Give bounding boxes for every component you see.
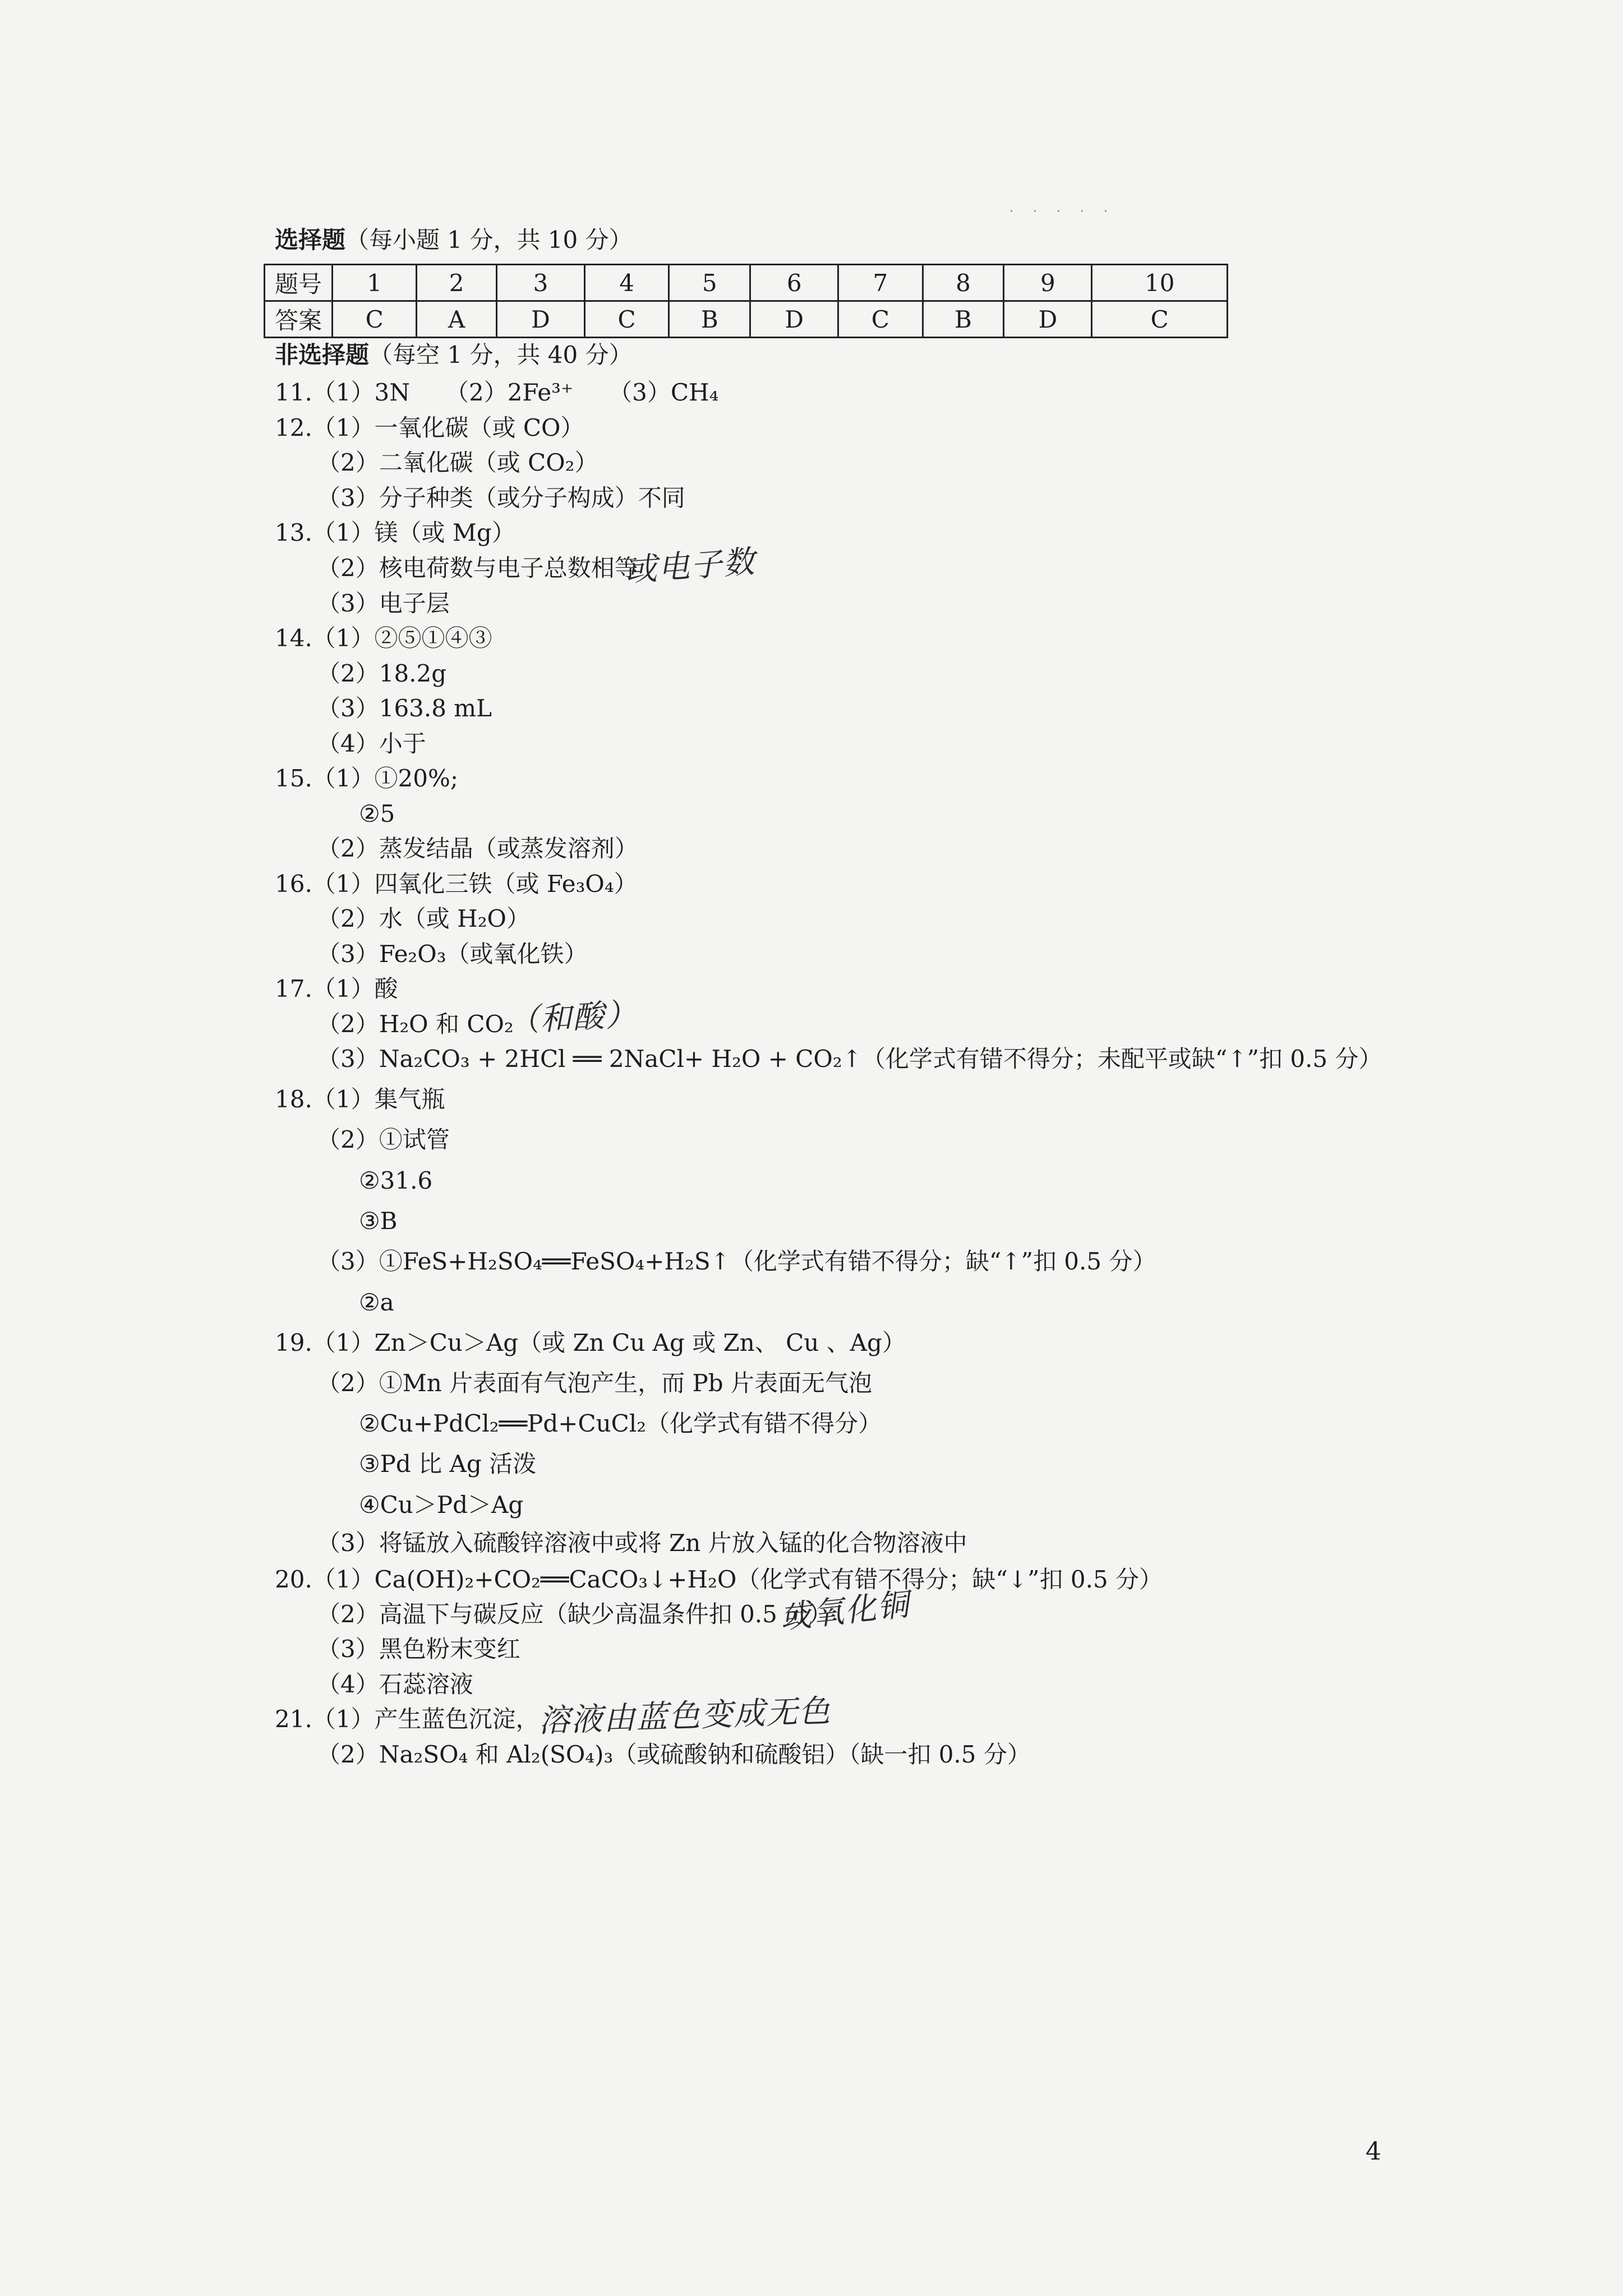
- answer-cell: D: [497, 301, 585, 338]
- answer-key-table: [264, 264, 1228, 338]
- answer-line: （2）高温下与碳反应（缺少高温条件扣 0.5 分）: [317, 1600, 832, 1628]
- answer-line: （2）H₂O 和 CO₂: [317, 1010, 514, 1038]
- answer-line: 19.（1）Zn＞Cu＞Ag（或 Zn Cu Ag 或 Zn、 Cu 、Ag）: [275, 1329, 906, 1356]
- answer-row: [265, 301, 1228, 338]
- answer-line: ②31.6: [359, 1167, 433, 1194]
- answer-cell: D: [750, 301, 838, 338]
- answer-line: 12.（1）一氧化碳（或 CO）: [275, 414, 584, 441]
- answer-line: 20.（1）Ca(OH)₂+CO₂══CaCO₃↓+H₂O（化学式有错不得分；缺“↓”扣 0.5 分）: [275, 1566, 1163, 1593]
- answer-cell: D: [1004, 301, 1092, 338]
- answer-line: 13.（1）镁（或 Mg）: [275, 519, 515, 546]
- question-number: 9: [1004, 265, 1092, 301]
- question-number: 3: [497, 265, 585, 301]
- answer-cell: C: [333, 301, 417, 338]
- answer-line: （4）石蕊溶液: [317, 1671, 473, 1698]
- nonchoice-section-note: （每空 1 分，共 40 分）: [369, 341, 633, 369]
- answer-line: （2）①试管: [317, 1126, 450, 1153]
- answer-line: 14.（1）②⑤①④③: [275, 624, 492, 652]
- answer-cell: B: [669, 301, 750, 338]
- answer-line: ②a: [359, 1289, 394, 1316]
- answer-line: 16.（1）四氧化三铁（或 Fe₃O₄）: [275, 870, 638, 898]
- question-number: 4: [584, 265, 668, 301]
- question-number-row: [265, 265, 1228, 301]
- answer-line: 11.（1）3N （2）2Fe³⁺ （3）CH₄: [275, 379, 719, 406]
- question-number: 8: [923, 265, 1004, 301]
- answer-cell: A: [417, 301, 497, 338]
- answer-line: （3）电子层: [317, 590, 450, 617]
- handwritten-note: （和酸）: [506, 996, 639, 1040]
- handwritten-note: 溶液由蓝色变成无色: [538, 1692, 832, 1740]
- choice-section-title: 选择题: [275, 226, 346, 254]
- row-label: 题号: [265, 265, 333, 301]
- answer-cell: B: [923, 301, 1004, 338]
- answer-line: （3）①FeS+H₂SO₄══FeSO₄+H₂S↑（化学式有错不得分；缺“↑”扣 0.5 分）: [317, 1248, 1156, 1275]
- answer-line: （3）分子种类（或分子构成）不同: [317, 484, 685, 512]
- answer-line: ②Cu+PdCl₂══Pd+CuCl₂（化学式有错不得分）: [359, 1410, 882, 1437]
- question-number: 7: [838, 265, 923, 301]
- choice-section-header: [275, 224, 633, 256]
- answer-line: （2）水（或 H₂O）: [317, 905, 530, 932]
- answer-line: ④Cu＞Pd＞Ag: [359, 1491, 524, 1519]
- answer-cell: C: [584, 301, 668, 338]
- answer-line: （3）Fe₂O₃（或氧化铁）: [317, 940, 588, 968]
- answer-line: （3）黑色粉末变红: [317, 1635, 520, 1663]
- handwritten-note: 或电子数: [624, 543, 757, 590]
- handwritten-note: 或氧化铜: [778, 1586, 912, 1636]
- answer-line: （2）Na₂SO₄ 和 Al₂(SO₄)₃（或硫酸钠和硫酸铝）（缺一扣 0.5 分）: [317, 1741, 1031, 1768]
- answer-line: 18.（1）集气瓶: [275, 1085, 445, 1113]
- row-label: 答案: [265, 301, 333, 338]
- answer-line: ③B: [359, 1207, 398, 1235]
- answer-cell: C: [1092, 301, 1228, 338]
- choice-section-note: （每小题 1 分，共 10 分）: [345, 226, 633, 254]
- question-number: 10: [1092, 265, 1228, 301]
- answer-line: ②5: [359, 800, 395, 827]
- answer-line: （3）Na₂CO₃ + 2HCl ══ 2NaCl+ H₂O + CO₂↑（化学式有错不得分；未配平或缺“↑”扣 0.5 分）: [317, 1045, 1382, 1073]
- answer-line: （2）18.2g: [317, 660, 447, 687]
- page-number: 4: [1366, 2137, 1381, 2166]
- question-number: 5: [669, 265, 750, 301]
- question-number: 2: [417, 265, 497, 301]
- answer-cell: C: [838, 301, 923, 338]
- answer-line: （3）将锰放入硫酸锌溶液中或将 Zn 片放入锰的化合物溶液中: [317, 1529, 967, 1557]
- answer-line: 17.（1）酸: [275, 975, 398, 1002]
- answer-line: （3）163.8 mL: [317, 694, 492, 722]
- scan-specks: · · · · ·: [1009, 205, 1115, 219]
- answer-line: （2）①Mn 片表面有气泡产生，而 Pb 片表面无气泡: [317, 1369, 872, 1397]
- answer-line: 21.（1）产生蓝色沉淀，: [275, 1705, 540, 1733]
- answer-line: （2）蒸发结晶（或蒸发溶剂）: [317, 835, 638, 862]
- nonchoice-section-header: [275, 339, 633, 371]
- answer-line: 15.（1）①20%;: [275, 765, 459, 792]
- answer-line: （2）二氧化碳（或 CO₂）: [317, 449, 598, 476]
- answer-line: （4）小于: [317, 730, 426, 757]
- nonchoice-section-title: 非选择题: [275, 341, 370, 369]
- answer-line: （2）核电荷数与电子总数相等: [317, 554, 638, 582]
- question-number: 6: [750, 265, 838, 301]
- question-number: 1: [333, 265, 417, 301]
- answer-line: ③Pd 比 Ag 活泼: [359, 1450, 537, 1478]
